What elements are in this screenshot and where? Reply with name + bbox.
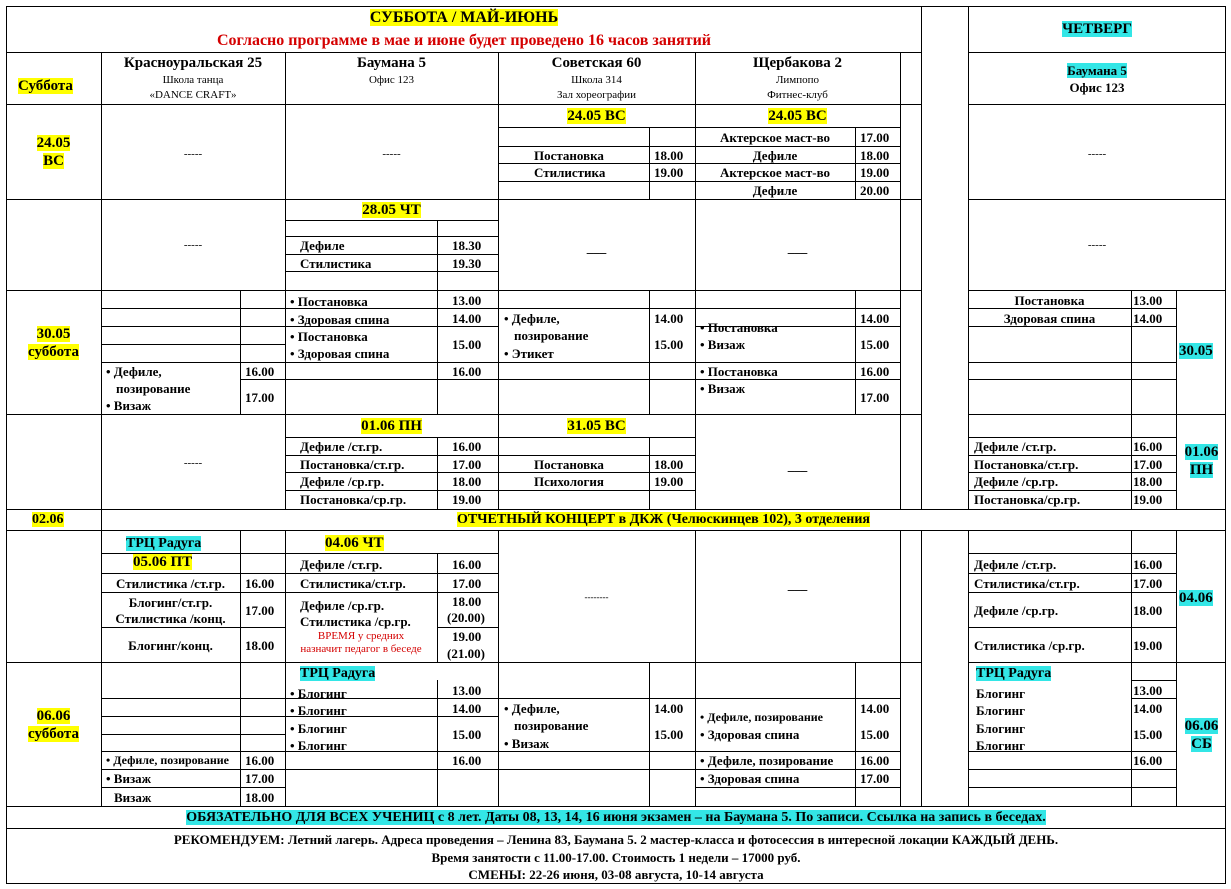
row3-c2-item2: • Здоровая спина	[290, 312, 390, 327]
row7-right-date: 06.06 СБ	[1184, 718, 1219, 752]
row4-c3-item2: Психология	[534, 474, 604, 489]
row4-right-time3: 18.00	[1133, 474, 1163, 489]
row4-c3-time1: 18.00	[654, 457, 684, 472]
row3-c1-time1: 16.00	[245, 364, 275, 379]
row3-c2-time4: 16.00	[452, 364, 482, 379]
row4-c2-item4: Постановка/ср.гр.	[300, 492, 407, 507]
row7-c3-time2: 15.00	[654, 727, 684, 742]
row1-date: 24.05 ВС	[36, 135, 71, 169]
row4-c4-dash: ___	[787, 458, 808, 473]
row6-c1-item2a: Блогинг/ст.гр.	[128, 595, 213, 610]
row6-right-time3: 18.00	[1133, 603, 1163, 618]
row2-c2-head: 28.05 ЧТ	[362, 202, 421, 218]
row3-c4-item3: • Постановка	[700, 364, 778, 379]
row4-c3-item1: Постановка	[534, 457, 604, 472]
row1-c3-time2: 19.00	[654, 165, 684, 180]
row6-right-date: 04.06	[1179, 590, 1213, 606]
row3-c2-item3: • Постановка	[290, 329, 368, 344]
row1-c3-item1: Постановка	[534, 148, 604, 163]
row1-c2-dash: -----	[382, 148, 401, 160]
row4-c2-head: 01.06 ПН	[361, 418, 422, 434]
row6-c2-item2: Стилистика/ст.гр.	[300, 576, 406, 591]
row6-c1-head: 05.06 ПТ	[133, 554, 193, 570]
row7-right-time4: 16.00	[1133, 753, 1163, 768]
row7-c4-time1: 14.00	[860, 701, 890, 716]
row3-c2-item4: • Здоровая спина	[290, 346, 390, 361]
row6-c2-time4a: 19.00	[452, 629, 482, 644]
row7-c2-time2: 14.00	[452, 701, 482, 716]
row4-right-time2: 17.00	[1133, 457, 1163, 472]
row1-c4-time4: 20.00	[860, 183, 890, 198]
row6-right-time1: 16.00	[1133, 557, 1163, 572]
row6-c2-time4b: (21.00)	[447, 646, 485, 661]
row3-c1-time2: 17.00	[245, 390, 275, 405]
row6-c1-time2: 17.00	[245, 603, 275, 618]
row2-c2-item1: Дефиле	[300, 238, 345, 253]
row7-right-item3: Блогинг	[976, 721, 1026, 736]
row3-c2-item1: • Постановка	[290, 294, 368, 309]
row6-c3-dash: --------	[584, 592, 609, 602]
row6-right-item1: Дефиле /ст.гр.	[974, 557, 1057, 572]
row3-right-time2: 14.00	[1133, 311, 1163, 326]
row7-c2-time3: 15.00	[452, 727, 482, 742]
row4-right-time4: 19.00	[1133, 492, 1163, 507]
row1-c4-item1: Актерское маст-во	[719, 130, 831, 145]
row6-c1-item1: Стилистика /ст.гр.	[116, 576, 225, 591]
row1-c3-head: 24.05 ВС	[567, 108, 626, 124]
row3-c3-item1a: • Дефиле,	[504, 311, 560, 326]
row7-c2-item3: • Блогинг	[290, 721, 347, 736]
row3-c4-time1: 14.00	[860, 311, 890, 326]
col4-line1: Лимпопо	[775, 74, 820, 86]
row7-c1-item1: • Дефиле, позирование	[106, 753, 230, 767]
row4-c2-item1: Дефиле /ст.гр.	[300, 439, 383, 454]
row3-c2-time1: 13.00	[452, 293, 482, 308]
row7-c2-item1: • Блогинг	[290, 686, 347, 701]
col2-line1: Офис 123	[368, 74, 415, 86]
separator-column	[921, 6, 969, 807]
row1-c4-time3: 19.00	[860, 165, 890, 180]
col4-name: Щербакова 2	[753, 55, 842, 71]
row7-right-item2: Блогинг	[976, 703, 1026, 718]
row7-c1-item2: • Визаж	[106, 771, 152, 786]
recommend-line3: СМЕНЫ: 22-26 июня, 03-08 августа, 10-14 августа	[468, 867, 764, 882]
row7-c2-place: ТРЦ Радуга	[300, 666, 376, 681]
row6-right-item4: Стилистика /ср.гр.	[974, 638, 1085, 653]
row1-c3-item2: Стилистика	[534, 165, 606, 180]
row6-c1-item3: Блогинг/конц.	[128, 638, 213, 653]
row4-right-item1: Дефиле /ст.гр.	[974, 439, 1057, 454]
row3-c4-item2: • Визаж	[700, 337, 746, 352]
row2-c2-item2: Стилистика	[300, 256, 372, 271]
row7-c2-time4: 16.00	[452, 753, 482, 768]
row6-right-time4: 19.00	[1133, 638, 1163, 653]
row1-c4-time2: 18.00	[860, 148, 890, 163]
col2-name: Баумана 5	[357, 55, 426, 71]
col4-line2: Фитнес-клуб	[767, 89, 828, 101]
row3-c1-item1b: позирование	[116, 381, 191, 396]
row1-right-dash: -----	[1087, 148, 1107, 160]
row7-date: 06.06 суббота	[28, 708, 79, 742]
row7-c3-item2: • Визаж	[504, 736, 550, 751]
row6-c4-dash: ___	[787, 577, 808, 592]
row3-c1-item2: • Визаж	[106, 398, 152, 413]
mandatory-text: ОБЯЗАТЕЛЬНО ДЛЯ ВСЕХ УЧЕНИЦ с 8 лет. Даты 08, 13, 14, 16 июня экзамен – на Баумана 5. По записи. Ссылка на запись в беседах.	[186, 810, 1046, 825]
row4-c2-time4: 19.00	[452, 492, 482, 507]
row3-c3-item1b: позирование	[514, 328, 589, 343]
row4-right-item3: Дефиле /ср.гр.	[974, 474, 1059, 489]
row7-right-item1: Блогинг	[976, 686, 1026, 701]
row7-c1-time2: 17.00	[245, 771, 275, 786]
row6-right-item2: Стилистика/ст.гр.	[974, 576, 1080, 591]
row6-c1-place: ТРЦ Радуга	[126, 536, 202, 551]
row3-c2-time2: 14.00	[452, 311, 482, 326]
row7-c4-item2: • Здоровая спина	[700, 727, 800, 742]
recommend-line2: Время занятости с 11.00-17.00. Стоимость 1 недели – 17000 руб.	[431, 850, 801, 865]
row2-c2-time2: 19.30	[452, 256, 482, 271]
row6-c2-note2: назначит педагог в беседе	[300, 643, 422, 655]
row3-right-item1: Постановка	[1014, 293, 1085, 308]
row7-c3-item1b: позирование	[514, 718, 589, 733]
row3-c3-item2: • Этикет	[504, 346, 554, 361]
right-col-line1: Офис 123	[1069, 80, 1125, 95]
row7-c4-time4: 17.00	[860, 771, 890, 786]
row7-right-place: ТРЦ Радуга	[976, 666, 1052, 681]
col1-line1: Школа танца	[162, 74, 224, 86]
row1-c4-item4: Дефиле	[752, 183, 798, 198]
row4-right-item2: Постановка/ст.гр.	[974, 457, 1079, 472]
row1-c4-item3: Актерское маст-во	[719, 165, 831, 180]
concert-date: 02.06	[32, 512, 64, 527]
row3-c2-time3: 15.00	[452, 337, 482, 352]
row3-c1-item1a: • Дефиле,	[106, 364, 162, 379]
row4-c2-item3: Дефиле /ср.гр.	[300, 474, 385, 489]
row3-c4-time3: 16.00	[860, 364, 890, 379]
row7-c1-item3: Визаж	[114, 790, 152, 805]
row6-right-time2: 17.00	[1133, 576, 1163, 591]
row4-c3-time2: 19.00	[654, 474, 684, 489]
thursday-title: ЧЕТВЕРГ	[1062, 21, 1132, 37]
row3-c3-time2: 15.00	[654, 337, 684, 352]
row7-c2-item4: • Блогинг	[290, 738, 347, 753]
row7-c2-item2: • Блогинг	[290, 703, 347, 718]
row6-right-item3: Дефиле /ср.гр.	[974, 603, 1059, 618]
row3-c4-item1: • Постановка	[700, 320, 778, 335]
row6-c2-time1: 16.00	[452, 557, 482, 572]
row6-c1-time1: 16.00	[245, 576, 275, 591]
right-col-name: Баумана 5	[1067, 63, 1127, 78]
row2-c3-dash: ___	[586, 240, 607, 255]
row4-right-date: 01.06 ПН	[1184, 444, 1219, 478]
row4-c1-dash: -----	[183, 457, 203, 469]
col3-line2: Зал хореографии	[557, 89, 636, 101]
concert-text: ОТЧЕТНЫЙ КОНЦЕРТ в ДКЖ (Челюскинцев 102), 3 отделения	[457, 512, 870, 527]
row3-c4-time2: 15.00	[860, 337, 890, 352]
row6-c1-item2b: Стилистика /конц.	[115, 611, 226, 626]
row1-c4-time1: 17.00	[860, 130, 890, 145]
row6-c2-time3a: 18.00	[452, 594, 482, 609]
row3-date: 30.05 суббота	[28, 326, 79, 360]
row2-c4-dash: ___	[787, 240, 808, 255]
row4-c3-head: 31.05 ВС	[567, 418, 626, 434]
row7-c1-time3: 18.00	[245, 790, 275, 805]
row4-right-time1: 16.00	[1133, 439, 1163, 454]
col1-line2: «DANCE CRAFT»	[149, 89, 237, 101]
row1-c1-dash: -----	[183, 148, 203, 160]
row3-right-item2: Здоровая спина	[1003, 311, 1096, 326]
row6-c2-time3b: (20.00)	[447, 610, 485, 625]
row6-c2-note1: ВРЕМЯ у средних	[317, 630, 405, 642]
row4-c2-item2: Постановка/ст.гр.	[300, 457, 405, 472]
row7-right-item4: Блогинг	[976, 738, 1026, 753]
row6-c2-head: 04.06 ЧТ	[325, 535, 384, 551]
schedule-subtitle: Согласно программе в мае и июне будет проведено 16 часов занятий	[216, 32, 712, 49]
row7-c4-item3: • Дефиле, позирование	[700, 753, 834, 768]
row7-right-time1: 13.00	[1133, 683, 1163, 698]
row7-c4-time3: 16.00	[860, 753, 890, 768]
row4-c2-time2: 17.00	[452, 457, 482, 472]
row6-c2-item1: Дефиле /ст.гр.	[300, 557, 383, 572]
row3-c4-time4: 17.00	[860, 390, 890, 405]
row7-c1-time1: 16.00	[245, 753, 275, 768]
row7-c3-time1: 14.00	[654, 701, 684, 716]
row3-c4-item4: • Визаж	[700, 381, 746, 396]
row6-c2-item3: Дефиле /ср.гр.	[300, 598, 385, 613]
col1-name: Красноуральская 25	[123, 55, 263, 71]
row4-right-item4: Постановка/ср.гр.	[974, 492, 1081, 507]
row7-c4-item1: • Дефиле, позирование	[700, 710, 824, 724]
row1-c4-head: 24.05 ВС	[768, 108, 827, 124]
schedule-title: СУББОТА / МАЙ-ИЮНЬ	[369, 9, 559, 26]
row7-right-time3: 15.00	[1133, 727, 1163, 742]
row3-right-time1: 13.00	[1133, 293, 1163, 308]
row1-c3-time1: 18.00	[654, 148, 684, 163]
row2-right-dash: -----	[1087, 239, 1107, 251]
row1-c4-item2: Дефиле	[752, 148, 798, 163]
row4-c2-time3: 18.00	[452, 474, 482, 489]
row7-c2-time1: 13.00	[452, 683, 482, 698]
row3-c3-time1: 14.00	[654, 311, 684, 326]
row7-c4-item4: • Здоровая спина	[700, 771, 800, 786]
row6-c1-time3: 18.00	[245, 638, 275, 653]
row4-c2-time1: 16.00	[452, 439, 482, 454]
row7-right-time2: 14.00	[1133, 701, 1163, 716]
row2-c2-time1: 18.30	[452, 238, 482, 253]
row6-c2-item4: Стилистика /ср.гр.	[300, 614, 411, 629]
recommend-line1: РЕКОМЕНДУЕМ: Летний лагерь. Адреса проведения – Ленина 83, Баумана 5. 2 мастер-класса и фотосессия в интересной локации КАЖДЫЙ ДЕНЬ.	[173, 832, 1059, 847]
row7-c4-time2: 15.00	[860, 727, 890, 742]
col3-line1: Школа 314	[571, 74, 622, 86]
col3-name: Советская 60	[551, 55, 642, 71]
row3-right-date: 30.05	[1179, 343, 1213, 359]
row2-c1-dash: -----	[183, 239, 203, 251]
row6-c2-time2: 17.00	[452, 576, 482, 591]
day-column-header: Суббота	[18, 78, 73, 94]
row7-c3-item1a: • Дефиле,	[504, 701, 560, 716]
